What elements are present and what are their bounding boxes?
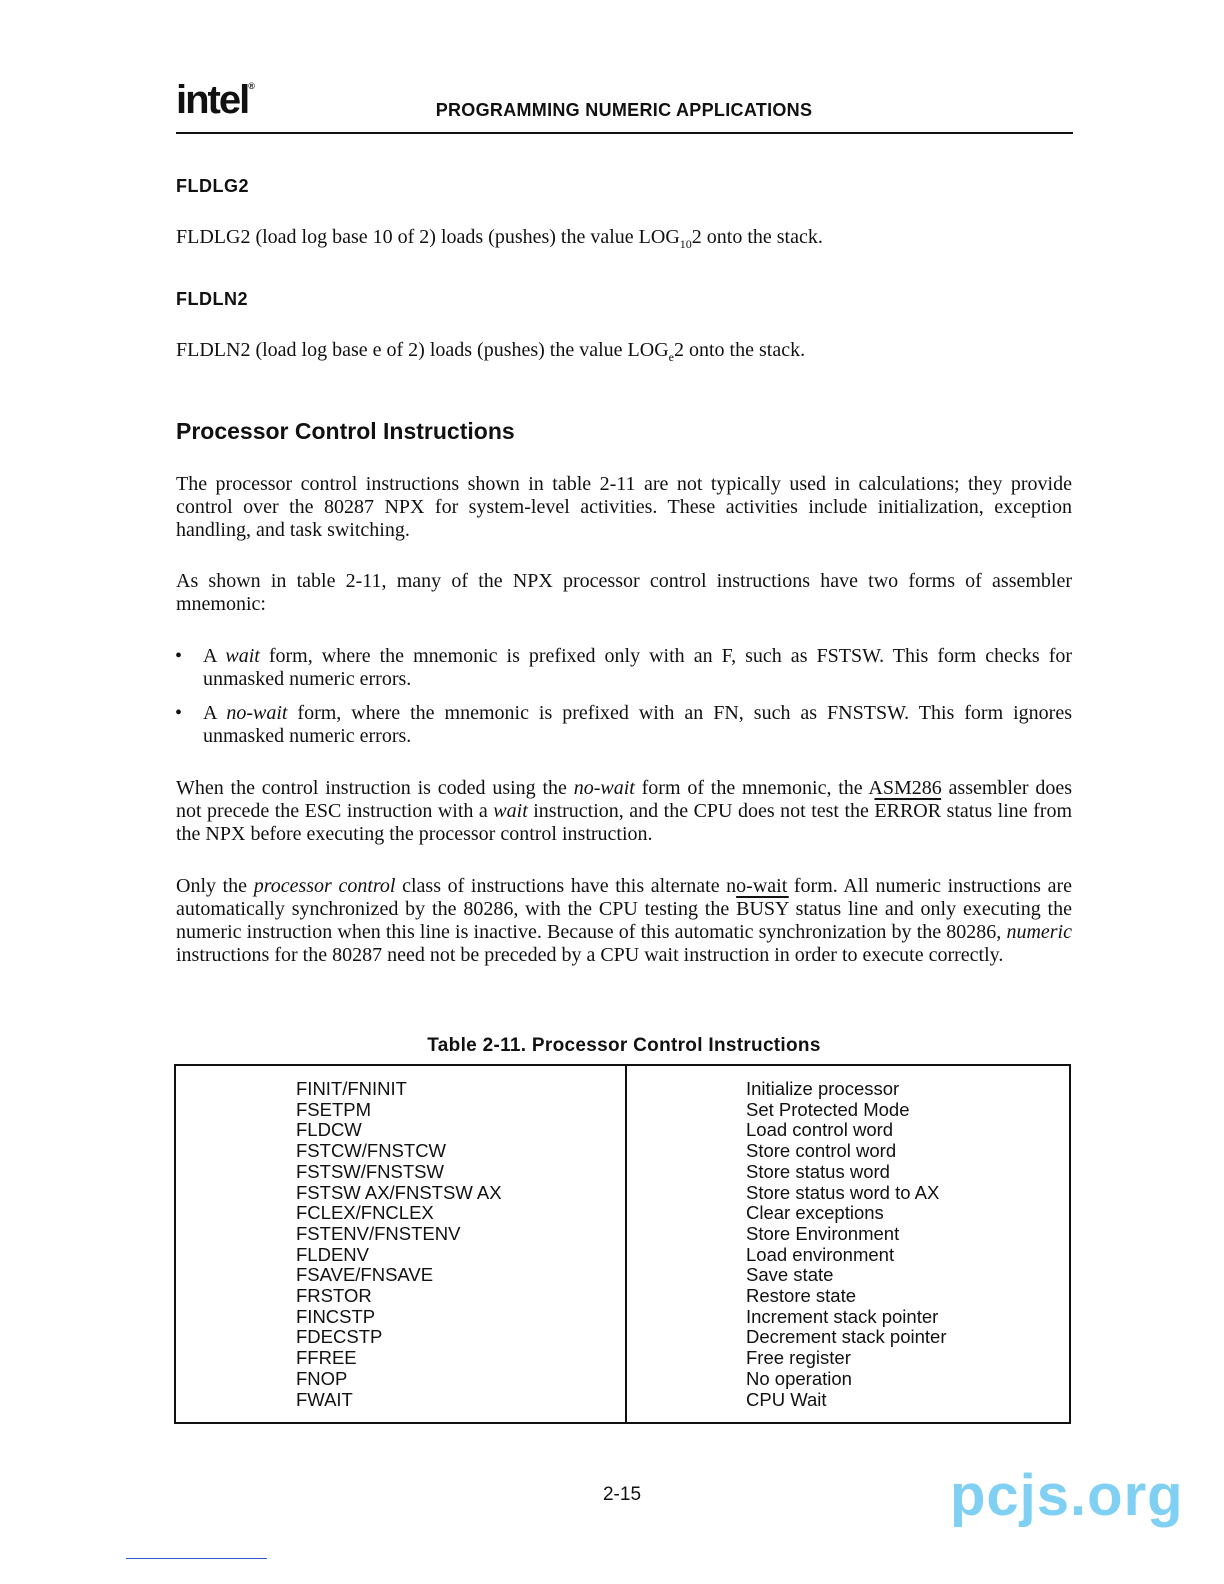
pcjs-watermark: pcjs.org xyxy=(950,1463,1184,1528)
table-row-mnemonic: FINIT/FNINIT xyxy=(296,1078,407,1099)
header-rule xyxy=(176,132,1073,134)
p4-c: status line and only executing the numeric instruction when this line is inactive. Because of this automatic synchronization by the 80286, xyxy=(176,898,1072,943)
p3-em1: no-wait xyxy=(573,777,635,799)
table-row-description: Restore state xyxy=(746,1285,857,1307)
fldlg2-text-a: FLDLG2 (load log base 10 of 2) loads (pushes) the value LOG xyxy=(176,226,680,248)
table-row-description: Load environment xyxy=(746,1243,895,1265)
p4-em2: numeric xyxy=(1006,921,1072,943)
p3-c: instruction, and the CPU does not test the xyxy=(527,800,875,822)
table-row-description: Store status word to AX xyxy=(746,1181,940,1203)
table-row-mnemonic: FSTSW AX/FNSTSW AX xyxy=(296,1181,502,1203)
paragraph-4 xyxy=(176,875,1072,967)
bullet1-pre: A xyxy=(203,645,226,667)
table-row-description: Store status word xyxy=(746,1160,890,1182)
busy-signal: BUSY xyxy=(736,898,789,920)
logo-text: intel xyxy=(176,78,249,122)
description-column xyxy=(746,1079,947,1410)
table-column-divider xyxy=(625,1064,627,1424)
table-row-mnemonic: FLDCW xyxy=(296,1119,362,1141)
table-row-description: Increment stack pointer xyxy=(746,1305,939,1327)
table-row-mnemonic: FSTSW/FNSTSW xyxy=(296,1160,444,1182)
table-row-mnemonic: FDECSTP xyxy=(296,1326,383,1348)
table-row-description: Decrement stack pointer xyxy=(746,1326,947,1348)
table-row-mnemonic: FFREE xyxy=(296,1347,357,1369)
table-row-mnemonic: FNOP xyxy=(296,1367,348,1389)
fldlg2-subscript: 10 xyxy=(679,237,692,251)
mnemonic-column xyxy=(296,1079,502,1410)
error-signal: ERROR xyxy=(874,800,942,822)
bullet1-post: form, where the mnemonic is prefixed only with an F, such as FSTSW. This form checks for unmasked numeric errors. xyxy=(203,645,1073,690)
fldlg2-heading: FLDLG2 xyxy=(176,176,249,196)
table-row-mnemonic: FCLEX/FNCLEX xyxy=(296,1202,434,1224)
p4-b: class of instructions have this alternate no-wait form. All numeric instructions are automatically synchronized by the 80286, with the CPU testing the xyxy=(176,875,1072,920)
table-row-description: Store Environment xyxy=(746,1222,900,1244)
table-row-mnemonic: FWAIT xyxy=(296,1388,353,1410)
table-caption: Table 2-11. Processor Control Instructions xyxy=(427,1035,821,1056)
bullet-marker: • xyxy=(175,645,183,667)
bullet1-em: wait xyxy=(225,645,260,667)
p3-d: status line from the NPX before executing the processor control instruction. xyxy=(176,800,1073,845)
fldln2-subscript: e xyxy=(668,350,674,364)
footer-line xyxy=(126,1558,267,1559)
table-row-description: No operation xyxy=(746,1367,852,1389)
paragraph-2: As shown in table 2-11, many of the NPX processor control instructions have two forms of assembler mnemonic: xyxy=(176,570,1072,615)
fldlg2-text-b: 2 onto the stack. xyxy=(691,226,823,248)
p3-a: When the control instruction is coded using the xyxy=(176,777,574,799)
table-row-mnemonic: FRSTOR xyxy=(296,1285,372,1307)
table-row-description: Initialize processor xyxy=(746,1078,900,1099)
table-row-mnemonic: FSTCW/FNSTCW xyxy=(296,1140,447,1162)
p4-em1: processor control xyxy=(253,875,396,897)
fldln2-text-b: 2 onto the stack. xyxy=(673,339,806,361)
running-title: PROGRAMMING NUMERIC APPLICATIONS xyxy=(435,100,813,120)
table-row-description: Store control word xyxy=(746,1140,897,1162)
registered-mark: ® xyxy=(248,80,255,91)
fldlg2-paragraph xyxy=(176,226,1072,249)
table-row-description: Load control word xyxy=(746,1119,894,1141)
table-row-mnemonic: FSAVE/FNSAVE xyxy=(296,1264,434,1286)
fldln2-text-a: FLDLN2 (load log base e of 2) loads (pushes) the value LOG xyxy=(176,339,669,361)
table-row-description: Set Protected Mode xyxy=(746,1098,910,1120)
p3-b: form of the mnemonic, the ASM286 assembler does not precede the ESC instruction with a xyxy=(176,777,1072,822)
section-title: Processor Control Instructions xyxy=(176,418,515,444)
p4-a: Only the xyxy=(176,875,254,897)
table-row-description: CPU Wait xyxy=(746,1388,827,1410)
p3-em2: wait xyxy=(493,800,528,822)
table-row-description: Clear exceptions xyxy=(746,1202,884,1224)
table-row-mnemonic: FSETPM xyxy=(296,1098,372,1120)
fldln2-heading: FLDLN2 xyxy=(176,289,248,309)
page-number: 2-15 xyxy=(602,1484,642,1505)
bullet-wait xyxy=(203,645,1072,691)
bullet-marker: • xyxy=(175,702,183,724)
table-row-description: Save state xyxy=(746,1264,834,1286)
paragraph-3 xyxy=(176,777,1072,846)
table-row-mnemonic: FLDENV xyxy=(296,1243,369,1265)
bullet2-post: form, where the mnemonic is prefixed with an FN, such as FNSTSW. This form ignores unmasked numeric errors. xyxy=(203,702,1073,747)
fldln2-paragraph xyxy=(176,339,1072,362)
table-row-mnemonic: FINCSTP xyxy=(296,1305,376,1327)
bullet-no-wait xyxy=(203,702,1072,748)
bullet2-pre: A xyxy=(203,702,227,724)
table-row-description: Free register xyxy=(746,1347,851,1369)
p4-d: instructions for the 80287 need not be preceded by a CPU wait instruction in order to execute correctly. xyxy=(176,944,1004,966)
bullet2-em: no-wait xyxy=(226,702,288,724)
paragraph-1: The processor control instructions shown in table 2-11 are not typically used in calculations; they provide control over the 80287 NPX for system-level activities. These activities include initialization, exception handling, and task switching. xyxy=(176,473,1072,541)
table-row-mnemonic: FSTENV/FNSTENV xyxy=(296,1222,461,1244)
